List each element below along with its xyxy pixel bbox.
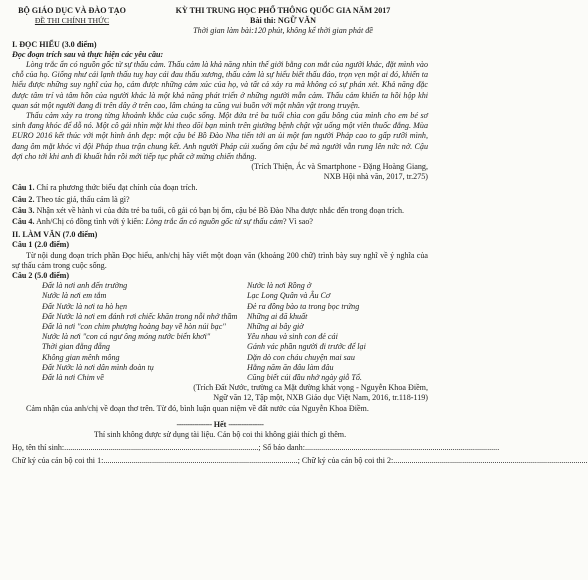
reading-passage-2: Thấu cảm xảy ra trong từng khoảnh khắc của cuộc sống. Một đứa trẻ ba tuổi chìa con gấu bông của mình cho em bé sơ sinh đang khóc để dỗ nó. Một cô gái nhìn mặt khi theo dõi bạn mình trên giường bệnh chật vật uống một viên thuốc đắng. Mùa EURO 2016 kết thúc với một hình ảnh đẹp: một cậu bé Bồ Đào Nha tiến tới an ủi một fan người Pháp cao to gấp rưỡi mình, đang ôm mặt khóc vì đội Pháp thua trận chung kết. Anh người Pháp cúi xuống ôm cậu bé mà người vẫn rung lên nức nở. Cậu đợi cho tới khi anh đi khuất hẳn rồi mới tiếp tục phất cờ mừng chiến thắng. xyxy=(12,111,428,161)
writing-question-2-text: Cảm nhận của anh/chị về đoạn thơ trên. Từ đó, bình luận quan niệm về đất nước của Nguyễn Khoa Điềm. xyxy=(26,403,369,413)
poem-line: Thời gian đằng đẵng xyxy=(42,342,110,352)
ministry-name: BỘ GIÁO DỤC VÀ ĐÀO TẠO xyxy=(18,6,126,15)
reading-heading: I. ĐỌC HIỂU (3.0 điểm) xyxy=(12,39,97,49)
candidate-name-line xyxy=(12,443,500,453)
poem-line: Đất Nước là nơi em đánh rơi chiếc khăn trong nỗi nhớ thầm xyxy=(42,311,238,321)
poem-line: Đẻ ra đồng bào ta trong bọc trứng xyxy=(247,301,360,311)
question-4-label: Câu 4. xyxy=(12,217,35,227)
proctor-2-dots: ................................................................................................ xyxy=(393,456,588,466)
writing-heading: II. LÀM VĂN (7.0 điểm) xyxy=(12,230,98,240)
reading-instruction: Đọc đoạn trích sau và thực hiện các yêu cầu: xyxy=(12,49,164,59)
question-4-quote: Lòng trắc ẩn có nguồn gốc từ sự thấu cảm xyxy=(145,217,284,227)
candidate-name-label: Họ, tên thí sinh: xyxy=(12,443,65,453)
official-label: ĐỀ THI CHÍNH THỨC xyxy=(34,16,110,26)
writing-question-1-text: Từ nội dung đoạn trích phần Đọc hiểu, anh/chị hãy viết một đoạn văn (khoảng 200 chữ) trình bày suy nghĩ về ý nghĩa của sự thấu cảm trong cuộc sống. xyxy=(12,250,428,270)
proctor-2-label: ; Chữ ký của cán bộ coi thi 2: xyxy=(297,456,394,466)
poem-line: Cũng biết cúi đầu nhớ ngày giỗ Tổ. xyxy=(247,372,362,382)
header-right xyxy=(132,6,428,37)
poem-line: Nước là nơi Rồng ở xyxy=(247,281,312,291)
writing-question-2-label: Câu 2 (5.0 điểm) xyxy=(12,271,70,281)
poem-line: Không gian mênh mông xyxy=(42,352,120,362)
reading-section xyxy=(12,40,428,228)
exam-title: KỲ THI TRUNG HỌC PHỔ THÔNG QUỐC GIA NĂM 2017 xyxy=(175,6,391,15)
poem-line: Hằng năm ăn đâu làm đâu xyxy=(247,362,334,372)
end-marker xyxy=(12,420,428,430)
poem-source-2: Ngữ văn 12, Tập một, NXB Giáo dục Việt Nam, 2016, tr.118-119) xyxy=(213,393,428,403)
poem-line: Yêu nhau và sinh con đẻ cái xyxy=(247,332,338,342)
proctor-1-label: Chữ ký của cán bộ coi thi 1: xyxy=(12,456,104,466)
poem-line: Đất là nơi anh đến trường xyxy=(42,281,128,291)
question-2-text: Theo tác giả, thấu cảm là gì? xyxy=(36,194,130,204)
poem-line: Đất là nơi Chim về xyxy=(42,372,104,382)
question-1 xyxy=(12,183,428,193)
poem-left-column xyxy=(42,281,238,383)
question-3-label: Câu 3. xyxy=(12,205,35,215)
subject-label: Bài thi: NGỮ VĂN xyxy=(250,16,316,26)
passage-source-2: NXB Hội nhà văn, 2017, tr.275) xyxy=(323,172,428,182)
poem-line: Nước là nơi em tắm xyxy=(42,291,107,301)
reading-passage-1: Lòng trắc ẩn có nguồn gốc từ sự thấu cảm. Thấu cảm là khả năng nhìn thế giới bằng con mắt của người khác, đặt mình vào chỗ của họ. Giống như cái lạnh thấu tuỵ hay cái đau thấu xương, thấu cảm là sự hiểu biết thấu đáo, trọn vẹn một ai đó, khiến ta hiểu được những suy nghĩ của họ, cảm được những cảm xúc của họ, và tất cả xảy ra mà không có sự phán xét. Khả năng đặc được tâm trí và tâm hồn của người khác là một khả năng phát triển ở những người mẫn cảm. Thấu cảm khiến ta hồi hộp khi quan sát một người đang đi trên dây ở trên cao, lâm chúng ta cũng vui buồn với một nhân vật trong truyện. xyxy=(12,60,428,110)
poem-line: Đất Nước là nơi dân mình đoàn tụ xyxy=(42,362,154,372)
poem-right-column xyxy=(223,281,404,383)
time-label: Thời gian làm bài:120 phút, không kể thời gian phát đề xyxy=(193,26,373,36)
poem-line: Những ai đã khuất xyxy=(247,311,308,321)
end-dash-left: ---------------- xyxy=(176,419,212,429)
question-1-label: Câu 1. xyxy=(12,183,35,193)
poem-line: Đất là nơi "con chim phượng hoàng bay về hòn núi bạc" xyxy=(42,322,226,332)
candidate-name-dots: ................................................................................................ xyxy=(64,443,259,453)
writing-question-1-label: Câu 1 (2.0 điểm) xyxy=(12,240,70,250)
header-left xyxy=(12,6,132,37)
question-4 xyxy=(12,217,428,227)
exam-header xyxy=(12,6,428,37)
poem-line: Dặn dò con cháu chuyện mai sau xyxy=(247,352,355,362)
end-dash-right: ---------------- xyxy=(228,419,264,429)
proctor-signature-line xyxy=(12,456,588,466)
candidate-number-dots: ................................................................................................ xyxy=(304,443,500,453)
writing-section xyxy=(12,230,428,414)
question-1-text: Chỉ ra phương thức biểu đạt chính của đoạn trích. xyxy=(36,183,198,193)
poem-line: Những ai bây giờ xyxy=(247,322,304,332)
question-2 xyxy=(12,195,428,205)
footer-note: Thí sinh không được sử dụng tài liệu. Cán bộ coi thi không giải thích gì thêm. xyxy=(93,429,347,439)
poem-line: Lạc Long Quân và Âu Cơ xyxy=(247,291,331,301)
question-4-text: Anh/Chị có đồng tình với ý kiến: xyxy=(36,217,146,227)
poem-excerpt xyxy=(12,281,428,383)
question-3 xyxy=(12,206,428,216)
question-3-text: Nhận xét về hành vi của đứa trẻ ba tuổi, cô gái có bạn bị ốm, cậu bé Bồ Đào Nha được nhắc đến trong đoạn trích. xyxy=(36,205,405,215)
proctor-1-dots: ................................................................................................ xyxy=(103,456,298,466)
poem-line: Gánh vác phần người đi trước để lại xyxy=(247,342,366,352)
passage-source: (Trích Thiện, Ác và Smartphone - Đặng Hoàng Giang, xyxy=(251,162,428,172)
poem-line: Nước là nơi "con cá ngư ông móng nước biển khơi" xyxy=(42,332,211,342)
question-2-label: Câu 2. xyxy=(12,194,35,204)
end-label: Hết xyxy=(213,419,227,429)
question-4-end: ? Vì sao? xyxy=(283,217,313,227)
poem-line: Đất Nước là nơi ta hò hẹn xyxy=(42,301,127,311)
candidate-number-label: ; Số báo danh: xyxy=(258,443,305,453)
poem-source: (Trích Đất Nước, trường ca Mặt đường khát vọng - Nguyễn Khoa Điềm, xyxy=(193,383,428,393)
